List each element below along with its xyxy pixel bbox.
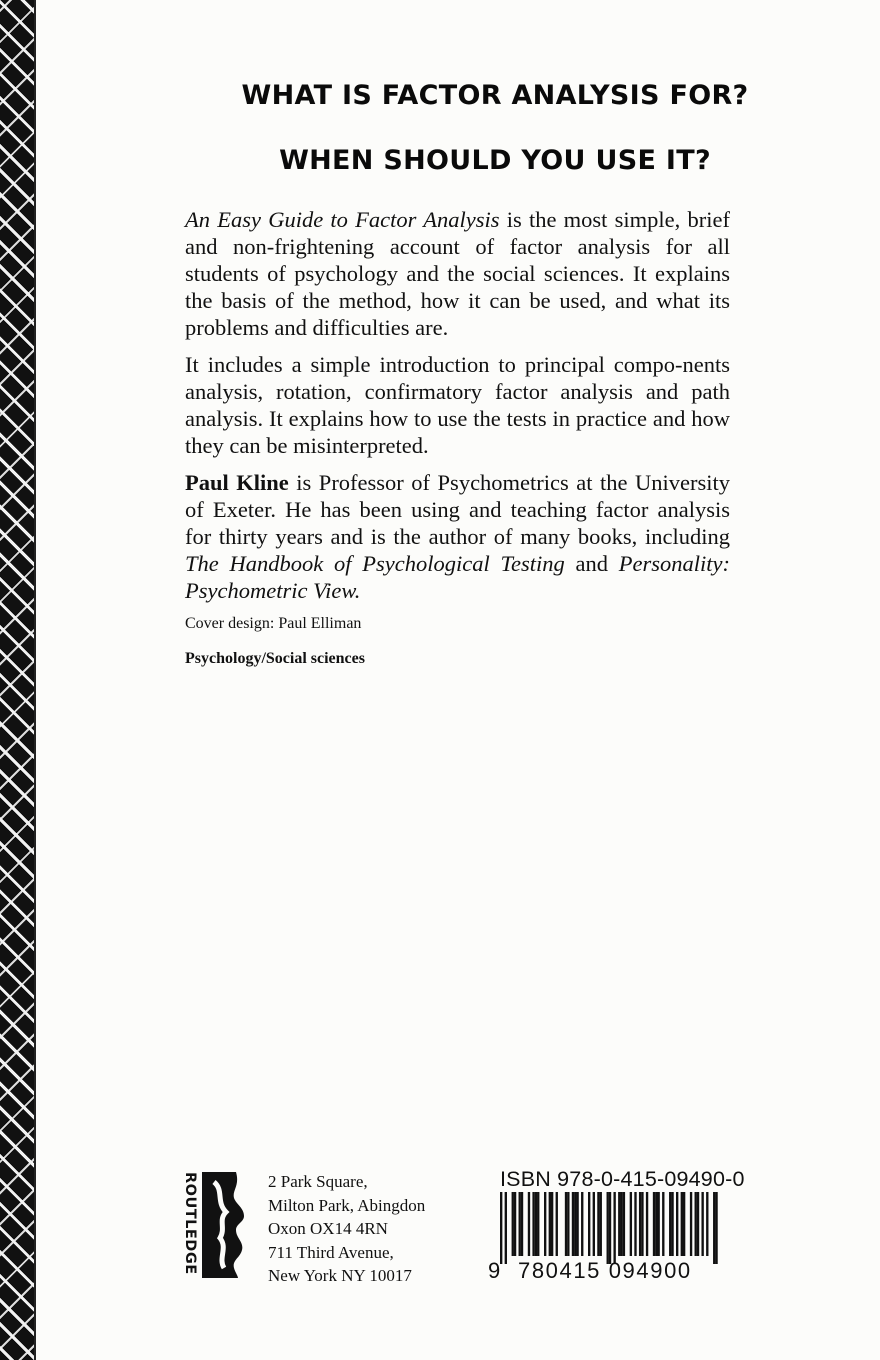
barcode-bar <box>657 1192 659 1256</box>
blurb-paragraph-2: It includes a simple introduction to principal compo-nents analysis, rotation, confirmatory factor analysis and path analysis. It explains how to use the tests in practice and how they can be misinterpreted. <box>185 352 730 458</box>
spine-pattern <box>0 0 36 1360</box>
barcode-bar <box>519 1192 521 1256</box>
barcode-bar <box>701 1192 703 1256</box>
barcode-bar <box>514 1192 516 1256</box>
publisher-address <box>268 1170 425 1288</box>
barcode-bar <box>521 1192 523 1256</box>
barcode-bar <box>576 1192 578 1256</box>
barcode-bar <box>713 1192 715 1264</box>
barcode-bar <box>697 1192 699 1256</box>
barcode-bar <box>565 1192 567 1256</box>
address-line: Oxon OX14 4RN <box>268 1219 388 1238</box>
barcode-bar <box>609 1192 611 1264</box>
barcode-bar <box>690 1192 692 1256</box>
address-line: Milton Park, Abingdon <box>268 1195 426 1215</box>
barcode-bar <box>706 1192 708 1256</box>
barcode-bar <box>528 1192 530 1256</box>
blurb-body <box>185 206 730 614</box>
barcode-bar <box>607 1192 609 1264</box>
barcode-bar <box>715 1192 717 1264</box>
barcode-bar <box>500 1192 502 1264</box>
blurb-paragraph-1 <box>185 206 730 341</box>
barcode-bar <box>641 1192 643 1256</box>
author-bio-text-1: is Professor of Psychometrics at the University of Exeter. He has been using and teaching factor analysis for thirty years and is the author of many books, including <box>185 470 731 549</box>
blurb-text-1: is the most simple, brief and non-frightening account of factor analysis for all students of psychology and the social sciences. It explains the basis of the method, how it can be used, and what its problems and difficulties are. <box>185 207 730 340</box>
barcode-bar <box>669 1192 671 1256</box>
barcode-bar <box>623 1192 625 1256</box>
headline-question-2: WHEN SHOULD YOU USE IT? <box>279 145 711 176</box>
barcode-bar <box>662 1192 664 1256</box>
barcode-digits: 780415 094900 <box>518 1258 692 1283</box>
barcode-bar <box>535 1192 537 1256</box>
barcode-bar <box>567 1192 569 1256</box>
barcode-bar <box>676 1192 678 1256</box>
book-title: An Easy Guide to Factor Analysis <box>185 207 500 232</box>
author-name: Paul Kline <box>185 470 289 495</box>
barcode-bar <box>600 1192 602 1256</box>
barcode-bar <box>572 1192 574 1256</box>
barcode-bar <box>630 1192 632 1256</box>
barcode-bar <box>620 1192 622 1256</box>
barcode-bar <box>532 1192 534 1256</box>
barcode-bar <box>634 1192 636 1256</box>
address-line: 711 Third Avenue, <box>268 1242 394 1262</box>
barcode-bar <box>588 1192 590 1256</box>
cover-design-credit: Cover design: Paul Elliman <box>185 615 362 632</box>
barcode-bar <box>593 1192 595 1256</box>
barcode-bar <box>556 1192 558 1256</box>
barcode-bar <box>695 1192 697 1256</box>
barcode-bar <box>544 1192 546 1256</box>
barcode-bar <box>613 1192 615 1264</box>
routledge-wordmark: ROUTLEDGE <box>182 1172 198 1275</box>
barcode-bar <box>597 1192 599 1256</box>
barcode-bar <box>683 1192 685 1256</box>
barcode-bar <box>618 1192 620 1256</box>
barcode-bar <box>549 1192 551 1256</box>
barcode-bar <box>581 1192 583 1256</box>
barcode-bar <box>639 1192 641 1256</box>
barcode-bar <box>574 1192 576 1256</box>
barcode-bar <box>551 1192 553 1256</box>
barcode-bar <box>681 1192 683 1256</box>
barcode-first-digit: 9 <box>488 1258 501 1283</box>
author-bio <box>185 469 730 604</box>
address-line: 2 Park Square, <box>268 1172 368 1191</box>
barcode-bar <box>646 1192 648 1256</box>
routledge-logo <box>172 1168 252 1280</box>
author-book-1: The Handbook of Psychological Testing <box>185 551 565 576</box>
subject-category: Psychology/Social sciences <box>185 650 365 667</box>
isbn-label: ISBN 978-0-415-09490-0 <box>500 1167 745 1191</box>
barcode-bar <box>653 1192 655 1256</box>
author-bio-text-2: and <box>564 551 619 576</box>
barcode-bar <box>537 1192 539 1256</box>
barcode-bar <box>655 1192 657 1256</box>
headline-question-1: WHAT IS FACTOR ANALYSIS FOR? <box>241 80 749 111</box>
barcode-bars <box>500 1192 720 1264</box>
isbn-barcode <box>488 1192 723 1284</box>
author-book-2: Personality: Psychometric View. <box>185 551 730 603</box>
barcode-bar <box>505 1192 507 1264</box>
barcode-bar <box>671 1192 673 1256</box>
barcode-bar <box>512 1192 514 1256</box>
address-line: New York NY 10017 <box>268 1266 412 1285</box>
